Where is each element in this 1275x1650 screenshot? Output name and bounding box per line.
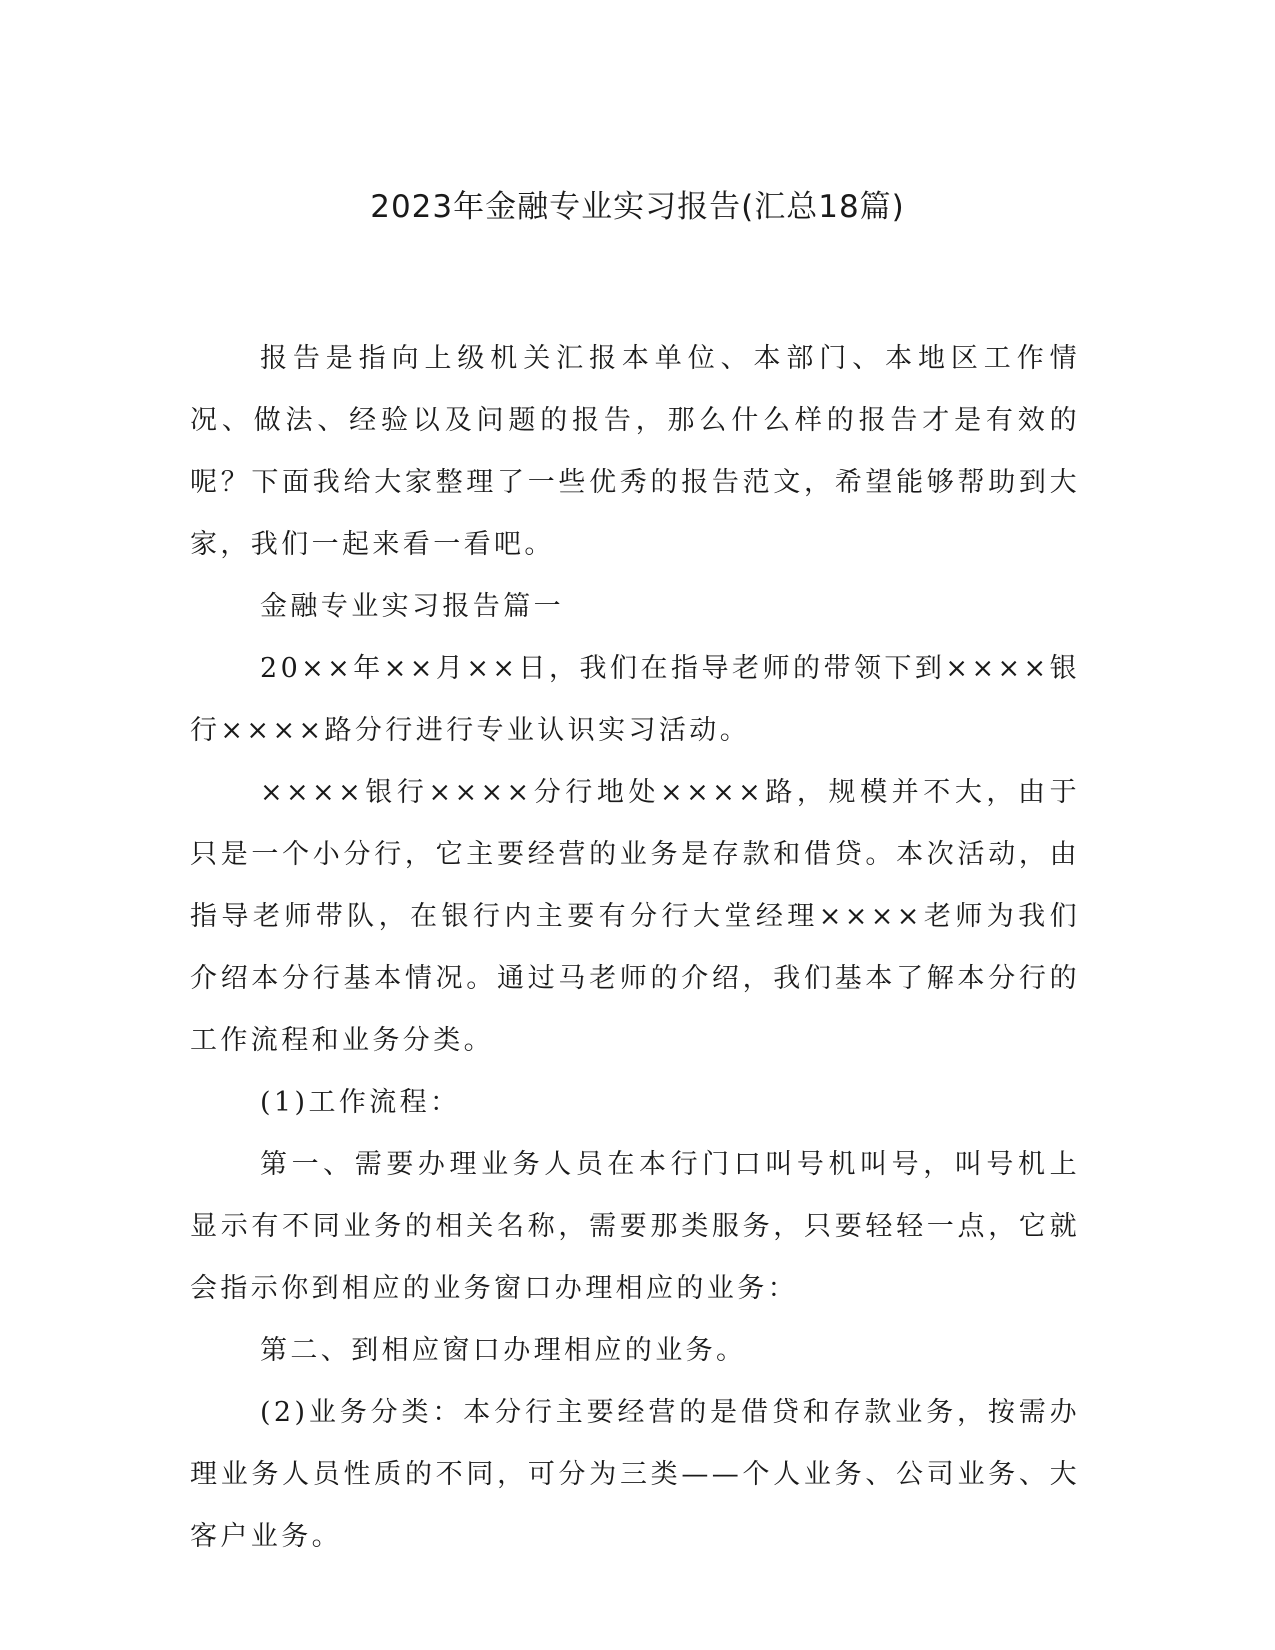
document-title: 2023年金融专业实习报告(汇总18篇): [370, 189, 905, 225]
document-body: [190, 328, 1080, 1568]
body-paragraph: 第二、到相应窗口办理相应的业务。: [260, 1335, 747, 1366]
body-paragraph: (2)业务分类：本分行主要经营的是借贷和存款业务，按需办理业务人员性质的不同，可分为三类——个人业务、公司业务、大客户业务。: [190, 1397, 1080, 1552]
body-paragraph: 20××年××月××日，我们在指导老师的带领下到××××银行××××路分行进行专业认识实习活动。: [190, 653, 1080, 746]
section-heading: 金融专业实习报告篇一: [260, 591, 564, 622]
intro-paragraph: 报告是指向上级机关汇报本单位、本部门、本地区工作情况、做法、经验以及问题的报告，那么什么样的报告才是有效的呢？下面我给大家整理了一些优秀的报告范文，希望能够帮助到大家，我们一起来看一看吧。: [190, 343, 1080, 560]
subheading-workflow: (1)工作流程：: [260, 1087, 461, 1118]
body-paragraph: ××××银行××××分行地处××××路，规模并不大，由于只是一个小分行，它主要经营的业务是存款和借贷。本次活动，由指导老师带队，在银行内主要有分行大堂经理××××老师为我们介绍本分行基本情况。通过马老师的介绍，我们基本了解本分行的工作流程和业务分类。: [190, 777, 1080, 1056]
body-paragraph: 第一、需要办理业务人员在本行门口叫号机叫号，叫号机上显示有不同业务的相关名称，需要那类服务，只要轻轻一点，它就会指示你到相应的业务窗口办理相应的业务：: [190, 1149, 1080, 1304]
